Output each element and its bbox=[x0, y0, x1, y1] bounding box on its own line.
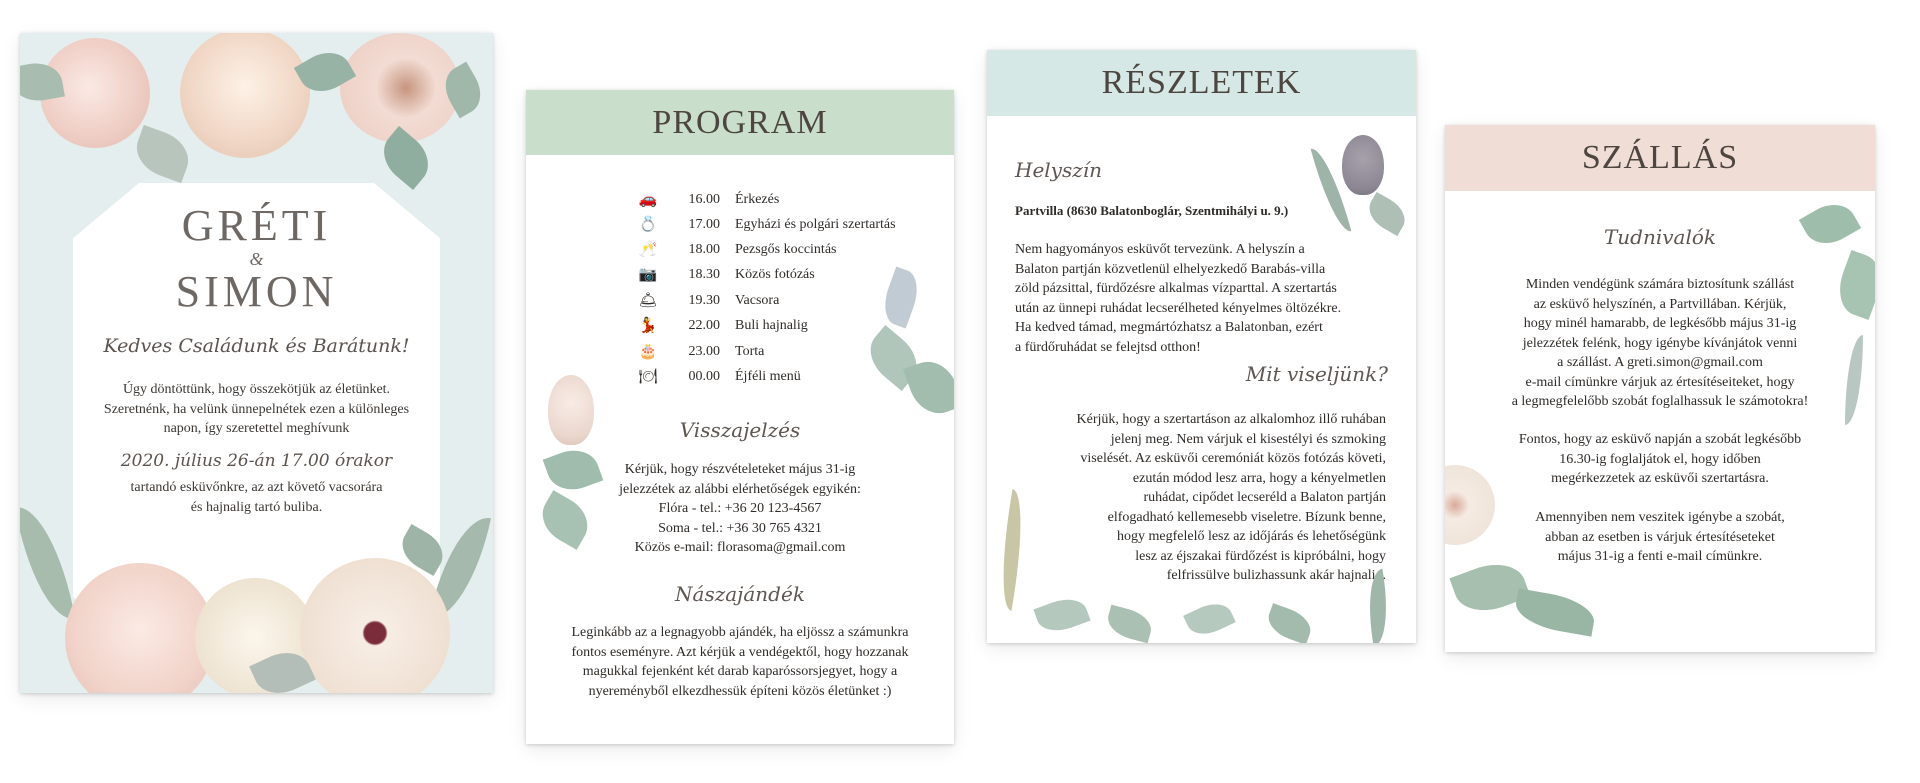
gift-text bbox=[526, 623, 954, 701]
rsvp-line: Kérjük, hogy részvételeteket május 31-ig bbox=[624, 462, 856, 477]
schedule-time: 18.00 bbox=[688, 241, 720, 257]
details-card bbox=[987, 50, 1416, 643]
gift-line: Leginkább az a legnagyobb ajándék, ha eljössz a számunkra bbox=[571, 625, 909, 640]
rsvp-line: Soma - tel.: +36 30 765 4321 bbox=[658, 520, 822, 536]
info-line: abban az esetben is várjuk értesítéseteket bbox=[1545, 529, 1775, 545]
dress-line: lesz az éjszakai fürdőzést is kipróbálni, hogy bbox=[1135, 548, 1386, 564]
couple-names bbox=[20, 198, 493, 320]
leaf-illustration bbox=[1264, 603, 1316, 643]
schedule-label: Pezsgős koccintás bbox=[735, 241, 837, 257]
groom-name: SIMON bbox=[175, 267, 338, 316]
gift-line: nyereményből elkezdhessük építeni közös életünket :) bbox=[588, 683, 892, 699]
accommodation-title: SZÁLLÁS bbox=[1445, 125, 1875, 191]
rings-icon: 💍 bbox=[638, 217, 658, 233]
rsvp-text bbox=[526, 460, 954, 558]
leaf-illustration bbox=[877, 267, 924, 329]
info-line: e-mail címünkre várjuk az értesítéseiteket, hogy bbox=[1525, 374, 1795, 390]
accommodation-card bbox=[1445, 125, 1875, 652]
toast-icon: 🥂 bbox=[638, 242, 658, 258]
info-line: megérkezzetek az esküvői szertartásra. bbox=[1551, 471, 1769, 486]
info-line: a legmegfelelőbb szobát foglalhassuk le számotokra! bbox=[1511, 394, 1809, 409]
leaf-illustration bbox=[1104, 605, 1155, 643]
schedule-time: 18.30 bbox=[688, 266, 720, 282]
leaf-illustration bbox=[129, 125, 195, 183]
schedule-item bbox=[636, 237, 836, 262]
venue-address: Partvilla (8630 Balatonboglár, Szentmihályi u. 9.) bbox=[1015, 203, 1289, 218]
schedule-item bbox=[636, 187, 779, 212]
leaf-illustration bbox=[992, 489, 1033, 611]
ampersand: & bbox=[249, 249, 264, 269]
details-title: RÉSZLETEK bbox=[987, 50, 1416, 116]
invitation-text bbox=[20, 478, 493, 517]
invitation-line: Szeretnénk, ha velünk ünnepelnétek ezen a különleges bbox=[103, 401, 410, 417]
info-paragraph bbox=[1445, 508, 1875, 567]
schedule-time: 16.00 bbox=[688, 191, 720, 207]
schedule-item bbox=[636, 313, 808, 338]
info-line: a szállást. A greti.simon@gmail.com bbox=[1557, 355, 1763, 370]
rsvp-line: Közös e-mail: florasoma@gmail.com bbox=[634, 540, 846, 555]
schedule-label: Éjféli menü bbox=[735, 368, 801, 384]
schedule-item bbox=[636, 212, 896, 237]
rsvp-line: jelezzétek az alábbi elérhetőségek egyikén: bbox=[619, 481, 861, 497]
schedule-label: Egyházi és polgári szertartás bbox=[735, 216, 896, 232]
venue-text bbox=[1015, 240, 1341, 357]
info-line: Amennyiben nem veszitek igénybe a szobát, bbox=[1535, 510, 1785, 525]
info-heading: Tudnivalók bbox=[1603, 225, 1717, 249]
venue-line: Nem hagyományos esküvőt tervezünk. A helyszín a bbox=[1015, 242, 1305, 257]
invitation-card bbox=[20, 33, 493, 693]
rose-illustration bbox=[180, 33, 310, 158]
info-line: hogy minél hamarabb, de legkésőbb május 31-ig bbox=[1523, 316, 1797, 331]
leaf-illustration bbox=[1363, 192, 1412, 236]
bride-name: GRÉTI bbox=[181, 201, 332, 250]
schedule-label: Vacsora bbox=[735, 292, 780, 308]
info-paragraph bbox=[1445, 430, 1875, 489]
program-card bbox=[526, 90, 954, 744]
rsvp-line: Flóra - tel.: +36 20 123-4567 bbox=[658, 501, 822, 516]
invitation-line: napon, így szeretettel meghívunk bbox=[163, 421, 350, 436]
schedule-item bbox=[636, 364, 801, 389]
leaf-illustration bbox=[1183, 597, 1236, 641]
venue-line: a fürdőruhádat se felejtsd otthon! bbox=[1015, 339, 1201, 355]
schedule-item bbox=[636, 262, 815, 287]
schedule-label: Közös fotózás bbox=[735, 266, 815, 282]
leaf-illustration bbox=[1513, 588, 1598, 636]
schedule-label: Torta bbox=[735, 343, 765, 359]
dress-text bbox=[1077, 410, 1386, 586]
schedule-label: Buli hajnalig bbox=[735, 317, 808, 333]
dress-line: jelenj meg. Nem várjuk el kisestélyi és szmoking bbox=[1110, 431, 1386, 447]
dress-heading: Mit viseljünk? bbox=[1245, 362, 1388, 386]
schedule-item bbox=[636, 339, 764, 364]
invitation-line: és hajnalig tartó buliba. bbox=[190, 499, 323, 515]
gift-heading: Nászajándék bbox=[675, 582, 805, 606]
venue-heading: Helyszín bbox=[1015, 158, 1103, 182]
schedule-time: 22.00 bbox=[688, 317, 720, 333]
venue-line: Balaton partján közvetlenül elhelyezkedő Barabás-villa bbox=[1015, 261, 1326, 277]
info-line: 16.30-ig foglaljátok el, hogy időben bbox=[1559, 451, 1761, 467]
dress-line: elfogadható kellemesebb viseletre. Bízunk benne, bbox=[1107, 509, 1386, 525]
car-icon: 🚗 bbox=[638, 192, 658, 208]
info-paragraph bbox=[1445, 275, 1875, 412]
schedule-time: 17.00 bbox=[688, 216, 720, 232]
rosebud-illustration bbox=[1342, 135, 1384, 195]
gift-line: magukkal fejenként két darab kaparóssorsjegyet, hogy a bbox=[582, 664, 898, 679]
greeting: Kedves Családunk és Barátunk! bbox=[103, 335, 410, 357]
venue-line: zöld pázsittal, fürdőzésre alkalmas vízparttal. A szertartás bbox=[1015, 281, 1337, 296]
info-line: jelezzétek felénk, hogy igénybe kívánjátok venni bbox=[1522, 335, 1798, 351]
dress-line: hogy megfelelő lesz az időjárás és lehetőségünk bbox=[1116, 529, 1386, 544]
event-date: 2020. július 26-án 17.00 órakor bbox=[120, 451, 393, 471]
info-line: május 31-ig a fenti e-mail címünkre. bbox=[1557, 549, 1763, 564]
dress-line: Kérjük, hogy a szertartáson az alkalomhoz illő ruhában bbox=[1076, 412, 1386, 427]
schedule-time: 19.30 bbox=[688, 292, 720, 308]
schedule-label: Érkezés bbox=[735, 191, 780, 207]
cloche-icon: 🛎 bbox=[638, 293, 658, 309]
info-line: az esküvő helyszínén, a Partvillában. Kérjük, bbox=[1533, 296, 1787, 312]
program-title: PROGRAM bbox=[526, 90, 954, 155]
dress-line: ruhádat, cipődet lecseréld a Balaton partján bbox=[1143, 490, 1386, 505]
schedule-time: 23.00 bbox=[688, 343, 720, 359]
plate-icon: 🍽 bbox=[638, 369, 658, 385]
cake-icon: 🎂 bbox=[638, 344, 658, 360]
gift-line: fontos eseményre. Azt kérjük a vendégektől, hogy hozzanak bbox=[571, 644, 909, 660]
rsvp-heading: Visszajelzés bbox=[679, 418, 801, 442]
invitation-line: Úgy döntöttünk, hogy összekötjük az életünket. bbox=[122, 382, 391, 397]
leaf-illustration bbox=[20, 500, 75, 625]
dress-line: viselését. Az esküvői ceremóniát közös fotózás követi, bbox=[1080, 451, 1386, 466]
invitation-line: tartandó esküvőnkre, az azt követő vacsorára bbox=[130, 480, 383, 495]
camera-icon: 📷 bbox=[638, 267, 658, 283]
dress-line: ezután módod lesz arra, hogy a kényelmetlen bbox=[1132, 470, 1386, 486]
invitation-text bbox=[20, 380, 493, 439]
info-line: Fontos, hogy az esküvő napján a szobát legkésőbb bbox=[1518, 432, 1802, 447]
schedule-item bbox=[636, 288, 779, 313]
dancing-icon: 💃 bbox=[638, 318, 658, 334]
dress-line: felfrissülve bulizhassunk akár hajnalig. bbox=[1166, 568, 1386, 583]
leaf-illustration bbox=[1033, 592, 1090, 637]
venue-line: Ha kedved támad, megmártózhatsz a Balatonban, ezért bbox=[1015, 320, 1323, 335]
venue-line: után az ünnepi ruhádat lecserélheted kényelmes öltözékre. bbox=[1015, 300, 1342, 316]
schedule-time: 00.00 bbox=[688, 368, 720, 384]
info-line: Minden vendégünk számára biztosítunk szállást bbox=[1525, 277, 1795, 292]
